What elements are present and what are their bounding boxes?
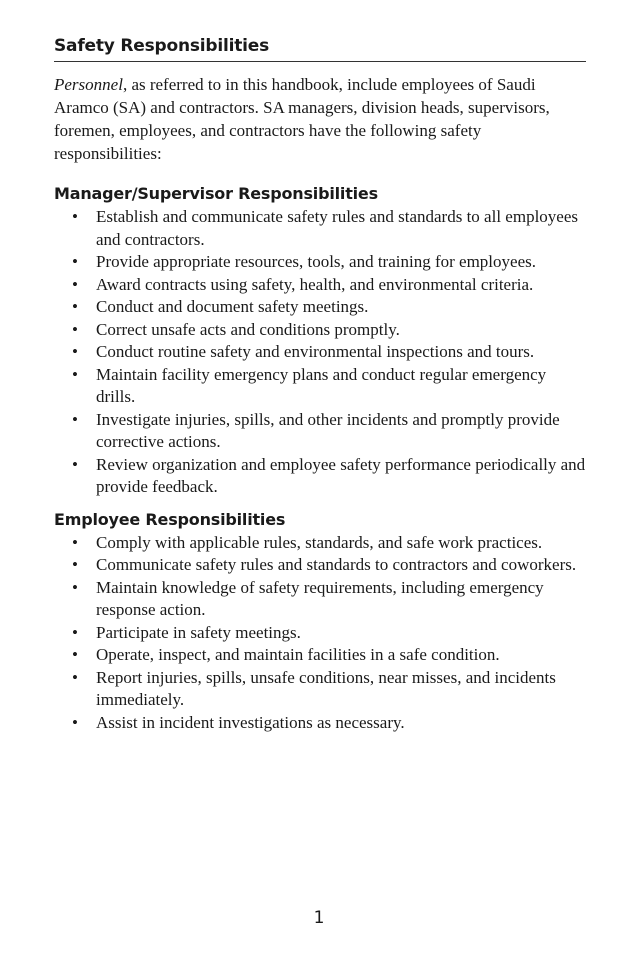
list-item: • Assist in incident investigations as necessary. (54, 712, 586, 735)
bullet-icon: • (72, 319, 78, 339)
list-item: • Establish and communicate safety rules and standards to all employees and contractors. (72, 207, 579, 249)
section-heading-employee: Employee Responsibilities (54, 509, 286, 529)
list-item: • Provide appropriate resources, tools, and training for employees. (54, 251, 586, 274)
bullet-icon: • (72, 207, 78, 226)
intro-lead-term: Personnel (54, 75, 123, 94)
section-heading-manager: Manager/Supervisor Responsibilities (54, 184, 378, 203)
bullet-icon: • (72, 645, 78, 664)
list-item: • Report injuries, spills, unsafe conditions, near misses, and incidents immediately. (72, 667, 556, 709)
bullet-icon: • (72, 454, 78, 474)
list-item: • Operate, inspect, and maintain facilities in a safe condition. (54, 644, 586, 667)
list-item: • Conduct and document safety meetings. (54, 296, 586, 319)
handbook-page (54, 34, 586, 734)
bullet-icon: • (72, 532, 78, 552)
bullet-icon: • (72, 622, 78, 642)
bullet-icon: • (72, 409, 78, 429)
bullet-icon: • (72, 297, 78, 316)
bullet-icon: • (72, 555, 78, 574)
manager-responsibilities-list (54, 206, 586, 499)
list-item: • Award contracts using safety, health, and environmental criteria. (54, 274, 586, 297)
list-item: • Correct unsafe acts and conditions promptly. (54, 319, 586, 342)
list-item: • Investigate injuries, spills, and other incidents and promptly provide corrective actions. (72, 409, 560, 451)
list-item: • Conduct routine safety and environmental inspections and tours. (54, 341, 586, 364)
bullet-icon: • (72, 274, 78, 294)
page-number: 1 (313, 908, 325, 928)
list-item: • Participate in safety meetings. (54, 622, 586, 645)
intro-paragraph (54, 73, 586, 165)
list-item: • Comply with applicable rules, standards, and safe work practices. (54, 532, 586, 555)
bullet-icon: • (72, 577, 78, 597)
list-item: • Communicate safety rules and standards to contractors and coworkers. (54, 554, 586, 577)
bullet-icon: • (72, 712, 78, 732)
bullet-icon: • (72, 364, 78, 384)
bullet-icon: • (72, 252, 78, 271)
list-item: • Maintain facility emergency plans and conduct regular emergency drills. (72, 364, 547, 406)
list-item: • Maintain knowledge of safety requirements, including emergency response action. (72, 577, 544, 619)
intro-text: , as referred to in this handbook, include employees of Saudi Aramco (SA) and contractors. SA managers, division heads, supervisors, foremen, employees, and contractors have the following safety responsibilities: (54, 75, 550, 163)
bullet-icon: • (72, 342, 78, 361)
employee-responsibilities-list (54, 532, 586, 735)
bullet-icon: • (72, 667, 78, 687)
page-title: Safety Responsibilities (54, 34, 586, 62)
list-item: • Review organization and employee safety performance periodically and provide feedback. (72, 454, 586, 496)
